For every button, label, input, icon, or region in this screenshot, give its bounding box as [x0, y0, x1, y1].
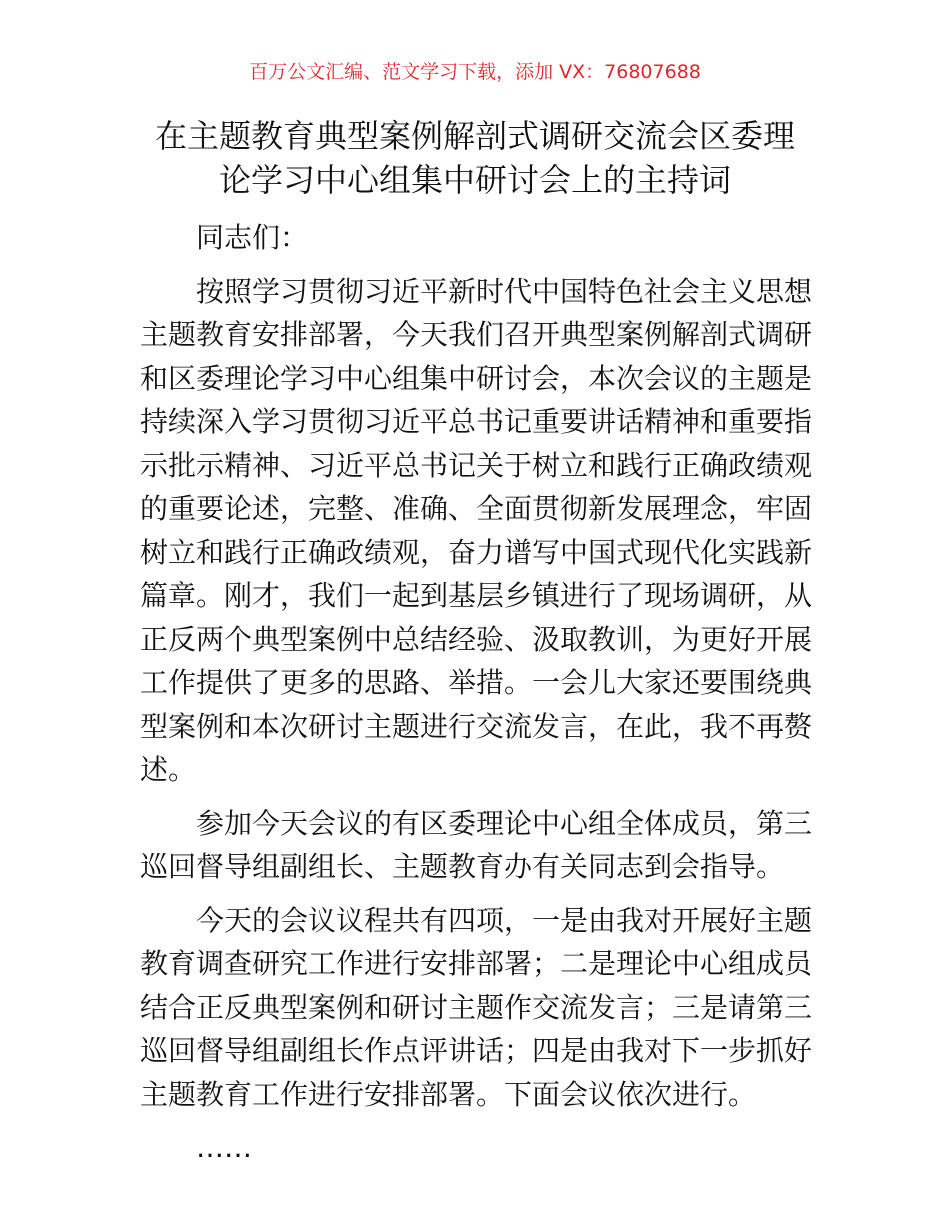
document-body: [140, 216, 812, 1180]
watermark-header: 百万公文汇编、范文学习下载，添加 VX：76807688: [249, 61, 701, 83]
salutation: 同志们：: [196, 221, 309, 254]
paragraph-intro: 按照学习贯彻习近平新时代中国特色社会主义思想主题教育安排部署，今天我们召开典型案例解剖式调研和区委理论学习中心组集中研讨会，本次会议的主题是持续深入学习贯彻习近平总书记重要讲话精神和重要指示批示精神、习近平总书记关于树立和践行正确政绩观的重要论述，完整、准确、全面贯彻新发展理念，牢固树立和践行正确政绩观，奋力谱写中国式现代化实践新篇章。刚才，我们一起到基层乡镇进行了现场调研，从正反两个典型案例中总结经验、汲取教训，为更好开展工作提供了更多的思路、举措。一会儿大家还要围绕典型案例和本次研讨主题进行交流发言，在此，我不再赘述。: [140, 274, 813, 786]
paragraph-agenda: 今天的会议议程共有四项，一是由我对开展好主题教育调查研究工作进行安排部署；二是理论中心组成员结合正反典型案例和研讨主题作交流发言；三是请第三巡回督导组副组长作点评讲话；四是由我对下一步抓好主题教育工作进行安排部署。下面会议依次进行。: [140, 903, 813, 1111]
document-title: [100, 114, 850, 202]
title-line-1: 在主题教育典型案例解剖式调研交流会区委理: [154, 117, 795, 155]
paragraph-attendees: 参加今天会议的有区委理论中心组全体成员，第三巡回督导组副组长、主题教育办有关同志到会指导。: [140, 806, 813, 883]
title-line-2: 论学习中心组集中研讨会上的主持词: [218, 161, 731, 199]
paragraph-ellipsis: ……: [196, 1131, 252, 1164]
